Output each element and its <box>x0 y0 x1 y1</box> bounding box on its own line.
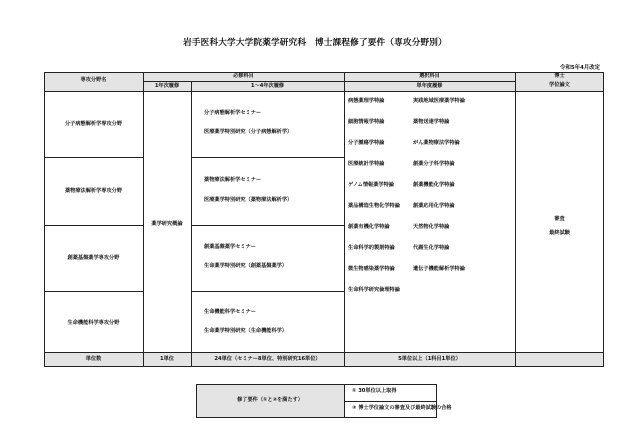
header-thesis-line2: 学位論文 <box>549 82 570 88</box>
seminar-course: 薬物療法解析学セミナー <box>204 177 262 183</box>
seminar-course: 生命機能科学セミナー <box>204 309 256 315</box>
elective-item: 生命科学的製剤特論 <box>348 245 395 251</box>
elective-item: ゲノム情報薬学特論 <box>348 182 394 188</box>
elective-item: 微生物感染薬学特論 <box>348 266 395 272</box>
elective-item: 薬物送達学特論 <box>413 119 450 125</box>
elective-item: 分子腫瘍学特論 <box>348 140 385 146</box>
research-course: 医療薬学特別研究（薬物療法解析学） <box>204 197 293 203</box>
elective-item: 細胞情報学特論 <box>348 119 385 125</box>
header-thesis-line1: 博士 <box>554 73 565 79</box>
research-course: 生命薬学特別研究（創薬基盤薬学） <box>204 263 288 269</box>
revised-note: 令和5年4月改定 <box>560 65 600 71</box>
elective-item: 創薬機能化学特論 <box>413 182 455 188</box>
elective-item: 代謝生化学特論 <box>413 245 450 251</box>
thesis-review: 審査 <box>554 216 565 222</box>
credits-year1: 1単位 <box>160 356 174 362</box>
requirements-label: 修了要件（①と②を満たす） <box>237 397 303 403</box>
elective-item: 創薬有機化学特論 <box>348 224 390 230</box>
research-course: 生命薬学特別研究（生命機能科学） <box>204 328 288 334</box>
header-field-name: 専攻分野名 <box>80 77 107 83</box>
seminar-course: 創薬基盤薬学セミナー <box>204 244 256 250</box>
credits-year1-4: 24単位（セミナー8単位、特別研究16単位） <box>214 356 321 362</box>
elective-item: 天然物化学特論 <box>413 224 450 230</box>
elective-item: 創薬応用化学特論 <box>413 203 455 209</box>
field-name: 生命機能科学専攻分野 <box>67 320 120 326</box>
field-name: 分子病態解析学専攻分野 <box>64 121 123 127</box>
elective-item: 創薬分子科学特論 <box>413 161 455 167</box>
header-elective-single-year: 単年度履修 <box>416 83 443 89</box>
thesis-final-exam: 最終試験 <box>549 230 570 236</box>
header-elective: 選択科目 <box>419 73 440 79</box>
elective-item: がん薬物療法学特論 <box>413 140 460 146</box>
document-title: 岩手医科大学大学院薬学研究科 博士課程修了要件（専攻分野別） <box>183 38 447 48</box>
elective-item: 実践地域医療薬学特論 <box>413 98 465 104</box>
header-required-year1-4: 1〜4年次履修 <box>250 83 285 89</box>
seminar-course: 分子病態解析学セミナー <box>204 110 262 116</box>
elective-item: 病態薬理学特論 <box>348 98 385 104</box>
field-name: 創薬基盤薬学専攻分野 <box>67 255 120 261</box>
elective-item: 遺伝子機能解析学特論 <box>413 266 465 272</box>
elective-item: 薬品構造生物化学特論 <box>348 203 400 209</box>
requirement-item: ① 30単位以上取得 <box>352 388 397 394</box>
header-required-year1: 1年次履修 <box>154 83 180 89</box>
header-required: 必修科目 <box>233 73 254 79</box>
requirement-item: ② 博士学位論文の審査及び最終試験の合格 <box>352 405 452 411</box>
elective-item: 生命科学研究倫理特論 <box>348 287 400 293</box>
elective-item: 医療統計学特論 <box>348 161 385 167</box>
year1-course: 薬学研究概論 <box>151 221 183 227</box>
credits-label: 単位数 <box>85 356 102 362</box>
credits-elective: 5単位以上（1科目1単位） <box>398 356 461 362</box>
research-course: 医療薬学特別研究（分子病態解析学） <box>204 129 293 135</box>
field-name: 薬物療法解析学専攻分野 <box>64 188 123 194</box>
